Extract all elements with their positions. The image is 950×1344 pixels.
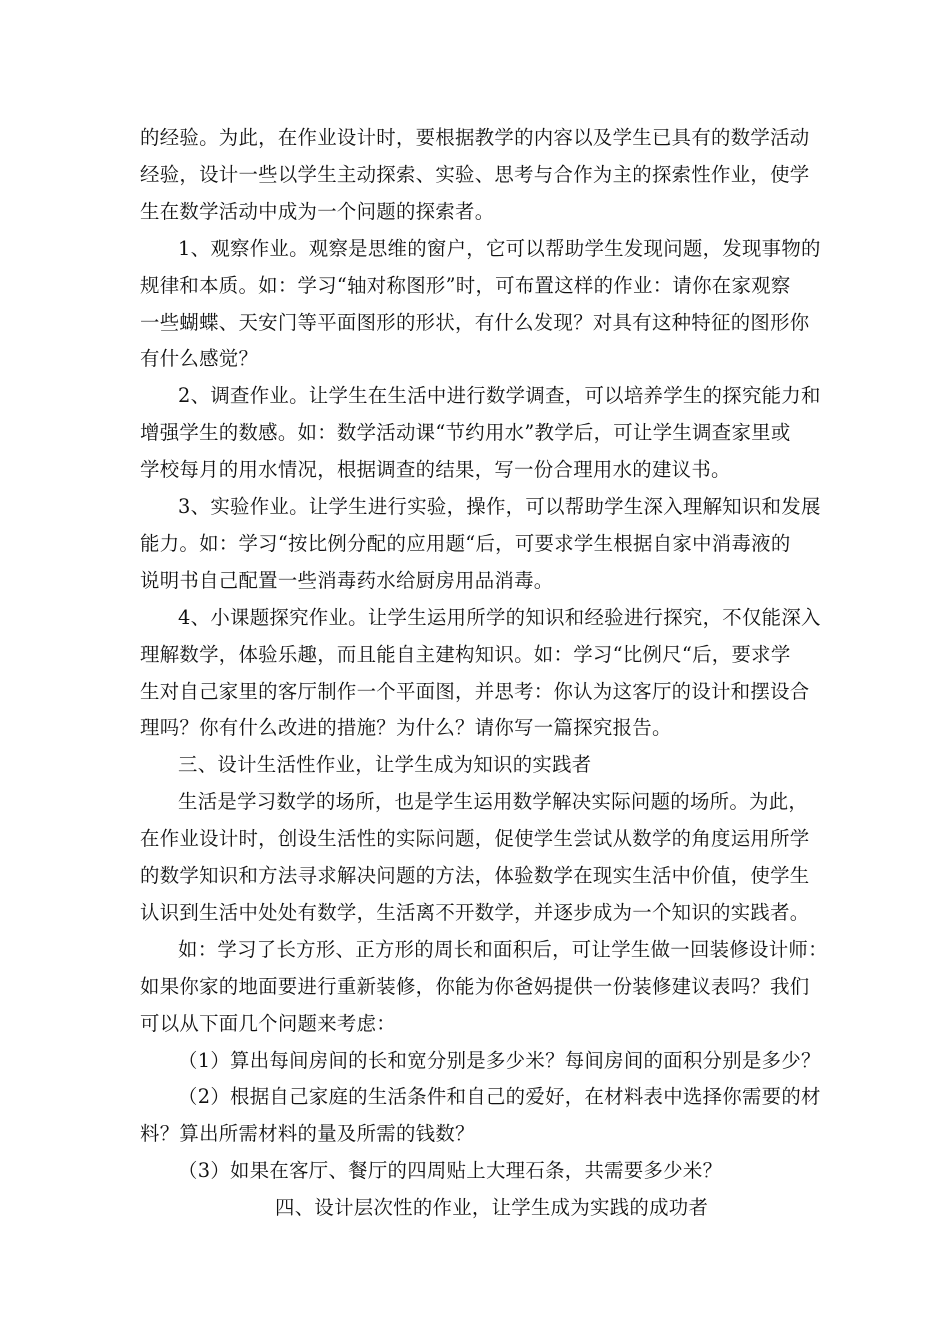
text-line: 理解数学，体验乐趣，而且能自主建构知识。如：学习“比例尺“后，要求学 [140,642,791,666]
text-line: （2）根据自己家庭的生活条件和自己的爱好，在材料表中选择你需要的材 [178,1085,821,1109]
text-line: 认识到生活中处处有数学，生活离不开数学，并逐步成为一个知识的实践者。 [140,900,810,924]
text-line: 3、实验作业。让学生进行实验，操作，可以帮助学生深入理解知识和发展 [178,495,821,518]
text-line: （1）算出每间房间的长和宽分别是多少米？每间房间的面积分别是多少？ [178,1048,821,1072]
text-line: 料？算出所需材料的量及所需的钱数？ [140,1122,475,1146]
text-line: 的数学知识和方法寻求解决问题的方法，体验数学在现实生活中价值，使学生 [140,864,810,887]
text-line: 可以从下面几个问题来考虑： [140,1011,396,1035]
text-line: 在作业设计时，创设生活性的实际问题，促使学生尝试从数学的角度运用所学 [140,827,810,851]
text-line: （3）如果在客厅、餐厅的四周贴上大理石条，共需要多少米？ [178,1159,723,1183]
text-line: 一些蝴蝶、天安门等平面图形的形状，有什么发现？对具有这种特征的图形你 [140,310,810,334]
text-line: 理吗？你有什么改进的措施？为什么？请你写一篇探究报告。 [140,716,672,740]
text-line: 如：学习了长方形、正方形的周长和面积后，可让学生做一回装修设计师： [178,937,828,961]
text-line: 三、设计生活性作业，让学生成为知识的实践者 [178,753,592,777]
text-line: 有什么感觉？ [140,347,259,371]
text-line: 4、小课题探究作业。让学生运用所学的知识和经验进行探究，不仅能深入 [178,605,821,629]
text-line: 增强学生的数感。如：数学活动课“节约用水”教学后，可让学生调查家里或 [140,421,791,445]
text-line: 生活是学习数学的场所，也是学生运用数学解决实际问题的场所。为此， [178,790,809,814]
text-line: 规律和本质。如：学习“轴对称图形”时，可布置这样的作业：请你在家观察 [140,273,791,297]
text-line: 如果你家的地面要进行重新装修，你能为你爸妈提供一份装修建议表吗？我们 [140,974,810,998]
text-line: 四、设计层次性的作业，让学生成为实践的成功者 [275,1196,709,1220]
text-line: 经验，设计一些以学生主动探索、实验、思考与合作为主的探索性作业，使学 [140,162,810,186]
text-line: 1、观察作业。观察是思维的窗户，它可以帮助学生发现问题，发现事物的 [178,236,821,260]
text-line: 学校每月的用水情况，根据调查的结果，写一份合理用水的建议书。 [140,458,731,482]
text-line: 的经验。为此，在作业设计时，要根据教学的内容以及学生已具有的数学活动 [140,126,810,149]
text-line: 2、调查作业。让学生在生活中进行数学调查，可以培养学生的探究能力和 [178,384,821,408]
text-line: 说明书自己配置一些消毒药水给厨房用品消毒。 [140,568,554,592]
text-line: 生在数学活动中成为一个问题的探索者。 [140,199,495,223]
text-line: 能力。如：学习“按比例分配的应用题“后，可要求学生根据自家中消毒液的 [140,531,791,555]
text-line: 生对自己家里的客厅制作一个平面图，并思考：你认为这客厅的设计和摆设合 [140,679,810,703]
